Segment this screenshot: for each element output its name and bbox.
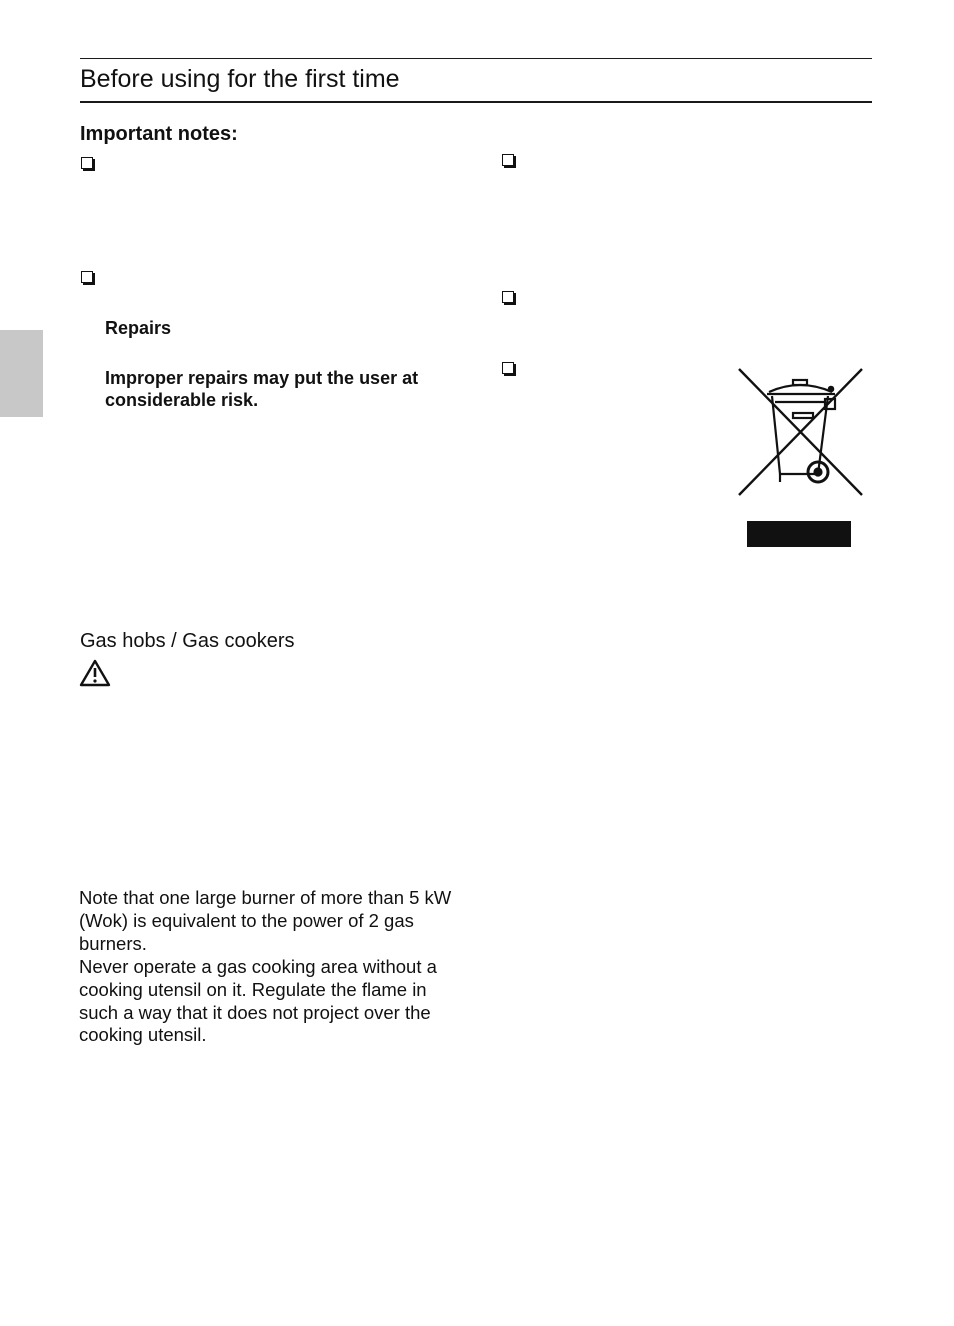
checkbox-bullet-icon	[81, 271, 93, 283]
gas-section-heading: Gas hobs / Gas cookers	[80, 630, 295, 652]
gas-paragraph-2: Never operate a gas cooking area without a cooking utensil on it. Regulate the flame in such a way that it does not project over the cooking utensil.	[79, 956, 437, 1046]
page-title: Before using for the first time	[80, 65, 400, 93]
header-top-rule	[80, 58, 872, 59]
repairs-label: Repairs	[105, 318, 172, 338]
important-notes-heading: Important notes:	[80, 123, 238, 145]
checkbox-bullet-icon	[502, 291, 514, 303]
warning-triangle-icon	[79, 659, 111, 687]
repairs-warning: Improper repairs may put the user at considerable risk.	[105, 368, 419, 410]
checkbox-bullet-icon	[502, 154, 514, 166]
header-bottom-rule	[80, 101, 872, 103]
crossed-out-wheelie-bin-icon	[736, 366, 866, 498]
checkbox-bullet-icon	[81, 157, 93, 169]
weee-label-bar	[747, 521, 851, 547]
side-thumb-tab	[0, 330, 43, 417]
gas-paragraph-1: Note that one large burner of more than 5 kW (Wok) is equivalent to the power of 2 gas burners.	[79, 887, 452, 954]
checkbox-bullet-icon	[502, 362, 514, 374]
